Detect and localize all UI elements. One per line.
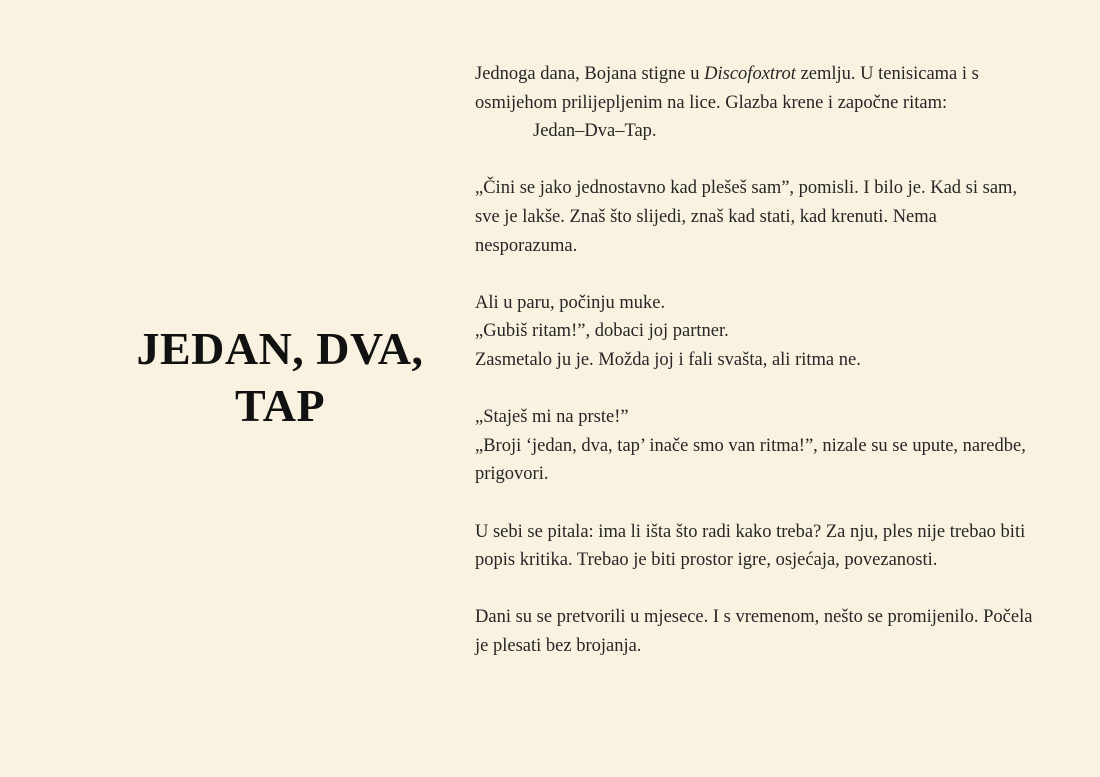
paragraph-3-line-1: Ali u paru, počinju muke. bbox=[475, 292, 666, 313]
dance-name-italic: Discofoxtrot bbox=[704, 64, 796, 84]
paragraph-3-line-3: Zasmetalo ju je. Možda joj i fali svašta, ali ritma ne. bbox=[475, 349, 861, 370]
chapter-title bbox=[95, 320, 465, 434]
paragraph-1-start: Jednoga dana, Bojana stigne u bbox=[475, 64, 705, 84]
paragraph-3-line-2: „Gubiš ritam!”, dobaci joj partner. bbox=[475, 321, 729, 342]
paragraph-4 bbox=[475, 403, 1035, 489]
paragraph-4-line-2: „Broji ‘jedan, dva, tap’ inače smo van ritma!”, nizale su se upute, naredbe, prigovori. bbox=[475, 435, 1026, 485]
rhythm-line: Jedan–Dva–Tap. bbox=[533, 121, 657, 142]
title-column bbox=[95, 320, 465, 434]
paragraph-1-text bbox=[475, 64, 979, 113]
paragraph-1 bbox=[475, 60, 1035, 146]
paragraph-2: „Čini se jako jednostavno kad plešeš sam”, pomisli. I bilo je. Kad si sam, sve je lakše. Znaš što slijedi, znaš kad stati, kad krenuti. Nema nesporazuma. bbox=[475, 178, 1018, 256]
paragraph-4-line-1: „Staješ mi na prste!” bbox=[475, 407, 629, 428]
story-text-column bbox=[475, 60, 1035, 689]
paragraph-1-end: zemlju. U tenisicama i s osmijehom prilijepljenim na lice. Glazba krene i započne ritam: bbox=[475, 64, 979, 113]
paragraph-5: U sebi se pitala: ima li išta što radi kako treba? Za nju, ples nije trebao biti popis kritika. Trebao je biti prostor igre, osjećaja, povezanosti. bbox=[475, 521, 1026, 571]
chapter-title-line-1: JEDAN, DVA, bbox=[136, 323, 424, 374]
paragraph-3 bbox=[475, 289, 1035, 375]
paragraph-6: Dani su se pretvorili u mjesece. I s vremenom, nešto se promijenilo. Počela je plesati bez brojanja. bbox=[475, 607, 1033, 656]
chapter-title-line-2: TAP bbox=[234, 380, 326, 432]
